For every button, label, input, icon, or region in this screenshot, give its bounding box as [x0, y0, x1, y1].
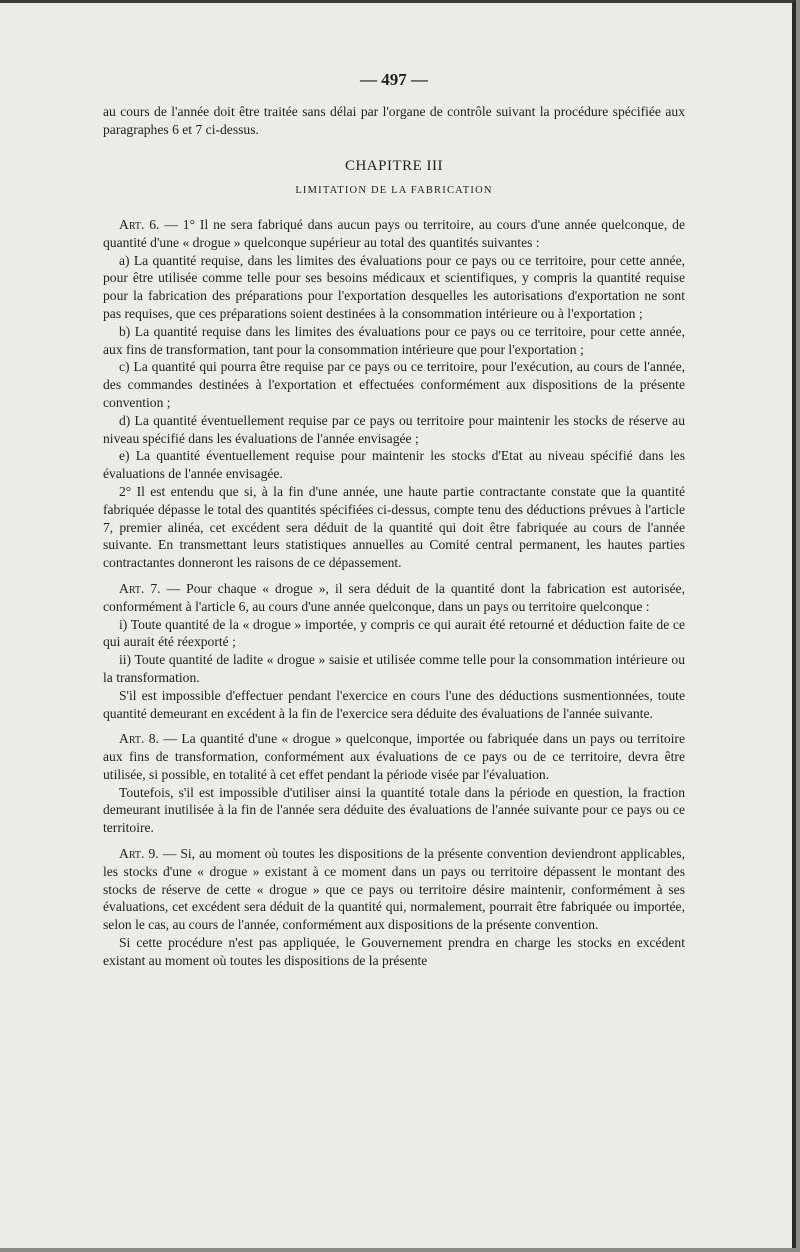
- article-6-label: Art. 6.: [119, 216, 160, 232]
- article-8-text: — La quantité d'une « drogue » quelconque, importée ou fabriquée dans un pays ou territoire aux fins de transformation, conformément aux évaluations de ce pays ou de ce territoire, devra être utilisée, si possible, en totalité à cet effet pendant la période visée par l'évaluation.: [103, 731, 685, 782]
- article-9-paragraph-2: Si cette procédure n'est pas appliquée, le Gouvernement prendra en charge les stocks en excédent existant au moment où toutes les dispositions de la présente: [103, 935, 685, 968]
- intro-paragraph: au cours de l'année doit être traitée sans délai par l'organe de contrôle suivant la procédure spécifiée aux paragraphes 6 et 7 ci-dessus.: [103, 103, 685, 137]
- article-8-paragraph-1: [103, 730, 685, 783]
- article-6-text: — 1° Il ne sera fabriqué dans aucun pays ou territoire, au cours d'une année quelconque, de quantité d'une « drogue » quelconque supérieur au total des quantités suivantes :: [103, 216, 685, 250]
- article-6-item-e: e) La quantité éventuellement requise pour maintenir les stocks d'Etat au niveau spécifié dans les évaluations de l'année envisagée.: [103, 448, 685, 482]
- article-6-paragraph-1: [103, 216, 685, 252]
- article-9-text: — Si, au moment où toutes les dispositions de la présente convention deviendront applicables, les stocks d'une « drogue » existant à ce moment dans un pays ou territoire dépassent le montant des stocks de réserve de cette « drogue » que ce pays ou territoire désire maintenir, conformément à ses évaluations, cet excédent sera déduit de la quantité qui, normalement, pourrait être fabriquée ou importée, selon le cas, au cours de l'année, conformément aux dispositions de la présente convention.: [103, 846, 685, 933]
- article-9-paragraph-1: [103, 845, 685, 934]
- article-7-paragraph-2: S'il est impossible d'effectuer pendant l'exercice en cours l'une des déductions susmentionnées, toute quantité demeurant en excédent à la fin de l'exercice sera déduite des évaluations de l'année suivante.: [103, 687, 685, 721]
- article-6-paragraph-2: 2° Il est entendu que si, à la fin d'une année, une haute partie contractante constate que la quantité fabriquée dépasse le total des quantités spécifiées ci-dessus, compte tenu des déductions prévues à l'article 7, premier alinéa, cet excédent sera déduit de la quantité qui doit être fabriquée au cours de l'année suivante. En transmettant leurs statistiques annuelles au Comité central permanent, les hautes parties contractantes donneront les raisons de ce dépassement.: [103, 483, 685, 571]
- article-9-label: Art. 9.: [119, 846, 159, 862]
- chapter-title: CHAPITRE III: [344, 158, 444, 175]
- article-8-label: Art. 8.: [119, 731, 159, 747]
- article-6-item-a: a) La quantité requise, dans les limites des évaluations pour ce pays ou ce territoire, pour cette année, pour être utilisée comme telle pour ses besoins médicaux et scientifiques, y compris la quantité requise pour la fabrication des préparations pour l'exportation desquelles les autorisations d'exportation ne sont pas requises, que ces préparations soient destinées à la consommation intérieure ou à l'exportation ;: [103, 252, 685, 321]
- page-content: [103, 67, 685, 970]
- article-6-item-b: b) La quantité requise dans les limites des évaluations pour ce pays ou ce territoire, pour cette année, aux fins de transformation, tant pour la consommation intérieure que pour l'exportation ;: [103, 323, 685, 357]
- article-7-label: Art. 7.: [119, 580, 161, 596]
- article-7-item-ii: ii) Toute quantité de ladite « drogue » saisie et utilisée comme telle pour la consommation intérieure ou la transformation.: [103, 652, 685, 685]
- chapter-subtitle: LIMITATION DE LA FABRICATION: [295, 185, 493, 197]
- article-8-paragraph-2: Toutefois, s'il est impossible d'utiliser ainsi la quantité totale dans la période en question, la fraction demeurant inutilisée à la fin de l'année sera déduite des évaluations de l'année suivante pour ce pays ou ce territoire.: [103, 784, 685, 836]
- article-6-item-c: c) La quantité qui pourra être requise par ce pays ou ce territoire, pour l'exécution, au cours de l'année, des commandes destinées à l'exportation et effectuées conformément aux dispositions de la présente convention ;: [103, 359, 685, 410]
- article-7-text: — Pour chaque « drogue », il sera déduit de la quantité dont la fabrication est autorisée, conformément à l'article 6, au cours d'une année quelconque, dans un pays ou territoire quelconque :: [103, 580, 685, 614]
- page-number: — 497 —: [360, 70, 428, 89]
- article-6-item-d: d) La quantité éventuellement requise par ce pays ou territoire pour maintenir les stocks de réserve au niveau spécifié dans les évaluations de l'année envisagée ;: [103, 412, 685, 446]
- article-7-paragraph-1: [103, 580, 685, 616]
- article-7-item-i: i) Toute quantité de la « drogue » importée, y compris ce qui aurait été retourné et déduction faite de ce qui aurait été réexporté ;: [103, 616, 685, 650]
